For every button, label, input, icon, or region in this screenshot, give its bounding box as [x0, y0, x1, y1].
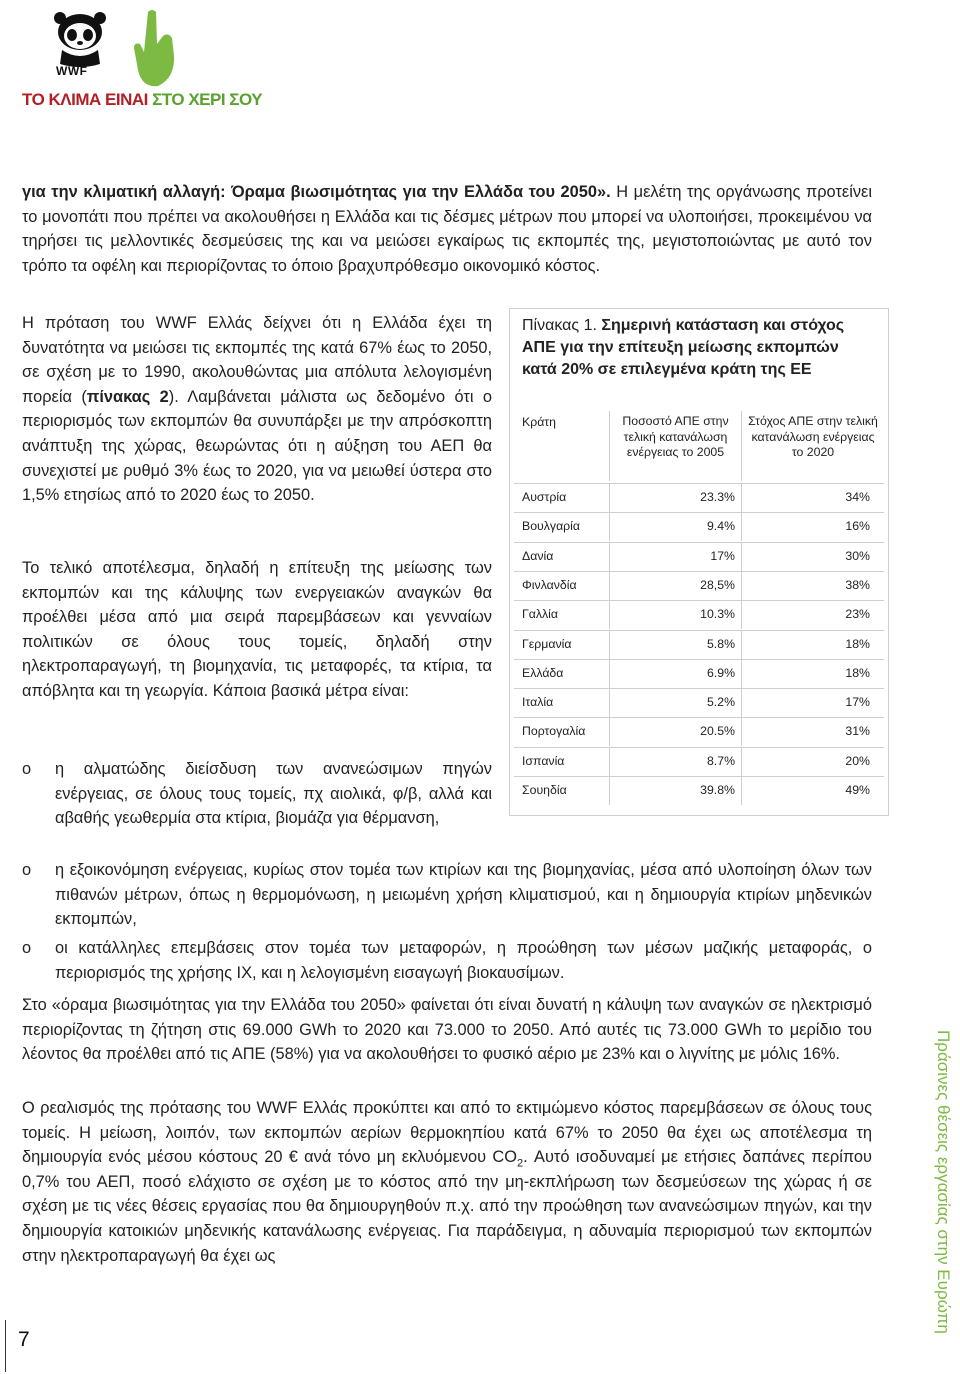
proposal-text-b: ). Λαμβάνεται μάλιστα ως δεδομένο ότι ο περιορισμός των εκπομπών θα συνυπάρξει με την απρόσκοπτη ανάπτυξη της χώρας, θεωρώντας ότι η αύξηση του ΑΕΠ θα συνεχιστεί με ρυθμό 3% έως το 2020, για να μειωθεί ύστερα στο 1,5% ετησίως από το 2020 έως το 2050. — [22, 387, 492, 505]
intro-paragraph — [22, 180, 872, 278]
cell-country: Δανία — [514, 543, 610, 571]
cell-country: Σουηδία — [514, 777, 610, 805]
cell-country: Βουλγαρία — [514, 513, 610, 541]
slogan-part-green: ΣΤΟ ΧΕΡΙ ΣΟΥ — [152, 90, 263, 109]
page-number: 7 — [18, 1328, 30, 1351]
cost-paragraph — [22, 1096, 872, 1268]
cell-res-2005: 6.9% — [610, 660, 742, 688]
slogan — [22, 90, 262, 110]
table-row — [514, 717, 884, 746]
measures-intro-paragraph: Το τελικό αποτέλεσμα, δηλαδή η επίτευξη της μείωσης των εκπομπών και της κάλυψης των ενεργειακών αναγκών θα προέλθει μέσα από μια σειρά παρεμβάσεων και γενναίων πολιτικών σε όλους τους τομείς, δηλαδή στην ηλεκτροπαραγωγή, τη βιομηχανία, τις μεταφορές, τα κτίρια, τα απόβλητα και τη γεωργία. Κάποια βασικά μέτρα είναι: — [22, 559, 492, 700]
bullet-item — [22, 757, 492, 857]
cell-res-target-2020: 17% — [845, 695, 870, 710]
cell-res-2005: 5.8% — [610, 631, 742, 659]
slogan-part-red: ΤΟ ΚΛΙΜΑ ΕΙΝΑΙ — [22, 90, 148, 109]
table-row — [514, 483, 884, 512]
cell-res-target-2020: 23% — [845, 607, 870, 622]
table-row — [514, 659, 884, 688]
table-title: Σημερινή κατάσταση και στόχος ΑΠΕ για την επίτευξη μείωσης εκπομπών κατά 20% σε επιλεγμένα κράτη της ΕΕ — [522, 317, 845, 378]
proposal-text-a: Η πρόταση του WWF Ελλάς δείχνει ότι η Ελλάδα έχει τη δυνατότητα να μειώσει τις εκπομπές της κατά 67% έως το 2050, σε σχέση με το 1990, ακολουθώντας μια απόλυτα λελογισμένη πορεία ( — [22, 314, 492, 406]
table-caption — [522, 315, 872, 381]
table-row — [514, 512, 884, 541]
table-header-row — [514, 411, 884, 481]
cell-res-2005: 17% — [610, 543, 742, 571]
bullet-marker: o — [22, 760, 32, 778]
table-row — [514, 776, 884, 805]
wwf-wordmark: WWF — [56, 64, 88, 78]
proposal-paragraph — [22, 311, 492, 508]
table-row — [514, 542, 884, 571]
intro-text: Η μελέτη της οργάνωσης προτείνει το μονοπάτι που πρέπει να ακολουθήσει η Ελλάδα και τις δέσμες μέτρων που μπορεί να υλοποιήσει, προκειμένου να τηρήσει τις μελλοντικές δεσμεύσεις της και να μειώσει εγκαίρως τις εκπομπές της, μεγιστοποιώντας με αυτό τον τρόπο τα οφέλη και περιορίζοντας το όποιο βραχυπρόθεσμο οικονομικό κόστος. — [22, 183, 872, 275]
cell-country: Ελλάδα — [514, 660, 610, 688]
cell-res-2005: 28,5% — [610, 572, 742, 600]
cell-country: Αυστρία — [514, 484, 610, 512]
cell-res-target-2020: 18% — [845, 665, 870, 680]
bullet-text: οι κατάλληλες επεμβάσεις στον τομέα των μεταφορών, η προώθηση των μέσων μαζικής μεταφοράς, ο περιορισμός της χρήσης ΙΧ, και η λελογισμένη εισαγωγή βιοκαυσίμων. — [55, 939, 872, 982]
bullet-text: η εξοικονόμηση ενέργειας, κυρίως στον τομέα των κτιρίων και της βιομηχανίας, μέσα από υλοποίηση όλων των πιθανών μέτρων, όπως η θερμομόνωση, η μειωμένη χρήση κλιματισμού, και η δημιουργία κτιρίων μηδενικών εκπομπών, — [55, 861, 872, 929]
bullet-item — [22, 858, 872, 933]
table-row — [514, 600, 884, 629]
cell-res-target-2020: 18% — [845, 636, 870, 651]
cell-country: Φινλανδία — [514, 572, 610, 600]
cell-res-2005: 8.7% — [610, 748, 742, 776]
cell-country: Ιταλία — [514, 689, 610, 717]
table-row — [514, 747, 884, 776]
column-header-country: Κράτη — [514, 411, 610, 481]
co2-subscript: 2 — [517, 1157, 524, 1170]
cell-country: Ισπανία — [514, 748, 610, 776]
green-hand-icon — [130, 8, 182, 90]
bullet-marker: o — [22, 861, 32, 879]
cell-res-target-2020: 38% — [845, 577, 870, 592]
vision-paragraph: Στο «όραμα βιωσιμότητας για την Ελλάδα του 2050» φαίνεται ότι είναι δυνατή η κάλυψη των αναγκών σε ηλεκτρισμό περιορίζοντας τη ζήτηση στις 69.000 GWh το 2020 και 73.000 το 2050. Από αυτές τις 73.000 GWh το μερίδιο του λέοντος θα προέλθει από τις ΑΠΕ (58%) για να ακολουθήσει το φυσικό αέριο με 23% και ο λιγνίτης με μόλις 16%. — [22, 996, 872, 1064]
cell-country: Γαλλία — [514, 601, 610, 629]
cell-res-target-2020: 30% — [845, 548, 870, 563]
cell-res-target-2020: 34% — [845, 490, 870, 504]
column-header-res-2005: Ποσοστό ΑΠΕ στην τελική κατανάλωση ενέργειας το 2005 — [610, 411, 742, 481]
cost-text-a: Ο ρεαλισμός της πρότασης του WWF Ελλάς προκύπτει και από το εκτιμώμενο κόστος παρεμβάσεων σε όλους τους τομείς. Η μείωση, λοιπόν, των εκπομπών αερίων θερμοκηπίου κατά 67% το 2050 θα έχει ως αποτέλεσμα τη δημιουργία ενός μέσου κόστους 20 € ανά τόνο μη εκλυόμενου CO — [22, 1099, 872, 1167]
cell-res-target-2020: 49% — [845, 783, 870, 797]
cell-res-target-2020: 20% — [845, 753, 870, 768]
sidebar-title: Πράσινες θέσεις εργασίας στην Ευρώπη — [934, 1030, 953, 1334]
section-sidebar — [931, 1030, 959, 1334]
table-row — [514, 571, 884, 600]
cell-res-2005: 20.5% — [610, 718, 742, 746]
column-header-res-target-2020: Στόχος ΑΠΕ στην τελική κατανάλωση ενέργειας το 2020 — [748, 414, 878, 459]
bullet-text: η αλματώδης διείσδυση των ανανεώσιμων πηγών ενέργειας, σε όλους τους τομείς, πχ αιολικά, φ/β, αλλά και αβαθής γεωθερμία στα κτίρια, βιομάζα για θέρμανση, — [55, 760, 492, 828]
cell-country: Γερμανία — [514, 631, 610, 659]
table-row — [514, 630, 884, 659]
bullet-marker: o — [22, 939, 32, 957]
cell-res-2005: 39.8% — [610, 777, 742, 805]
cost-text-b: . Αυτό ισοδυναμεί με ετήσιες δαπάνες περίπου 0,7% του ΑΕΠ, ποσό ελάχιστο σε σχέση με το κόστος από την μη-εκπλήρωση των δεσμεύσεων της χώρας ή σε σχέση με τις νέες θέσεις εργασίας που θα δημιουργηθούν π.χ. από την προώθηση των ανανεώσιμων πηγών, και την δημιουργία κατοικιών μηδενικής κατανάλωσης ενέργειας. Για παράδειγμα, η αδυναμία περιορισμού των εκπομπών στην ηλεκτροπαραγωγή θα έχει ως — [22, 1148, 872, 1265]
table-2-reference: πίνακας 2 — [86, 387, 169, 406]
header-logos — [22, 8, 263, 113]
cell-res-2005: 23.3% — [610, 484, 742, 512]
table-row — [514, 688, 884, 717]
cell-res-target-2020: 31% — [845, 724, 870, 739]
cell-res-2005: 5.2% — [610, 689, 742, 717]
study-title: για την κλιματική αλλαγή: Όραμα βιωσιμότητας για την Ελλάδα του 2050». — [22, 183, 611, 201]
cell-country: Πορτογαλία — [514, 718, 610, 746]
res-targets-table — [509, 308, 889, 816]
bullet-item — [22, 936, 872, 986]
table-number: Πίνακας 1. — [522, 317, 597, 334]
cell-res-2005: 9.4% — [610, 513, 742, 541]
cell-res-target-2020: 16% — [845, 519, 870, 534]
page-number-rule — [5, 1320, 6, 1372]
cell-res-2005: 10.3% — [610, 601, 742, 629]
